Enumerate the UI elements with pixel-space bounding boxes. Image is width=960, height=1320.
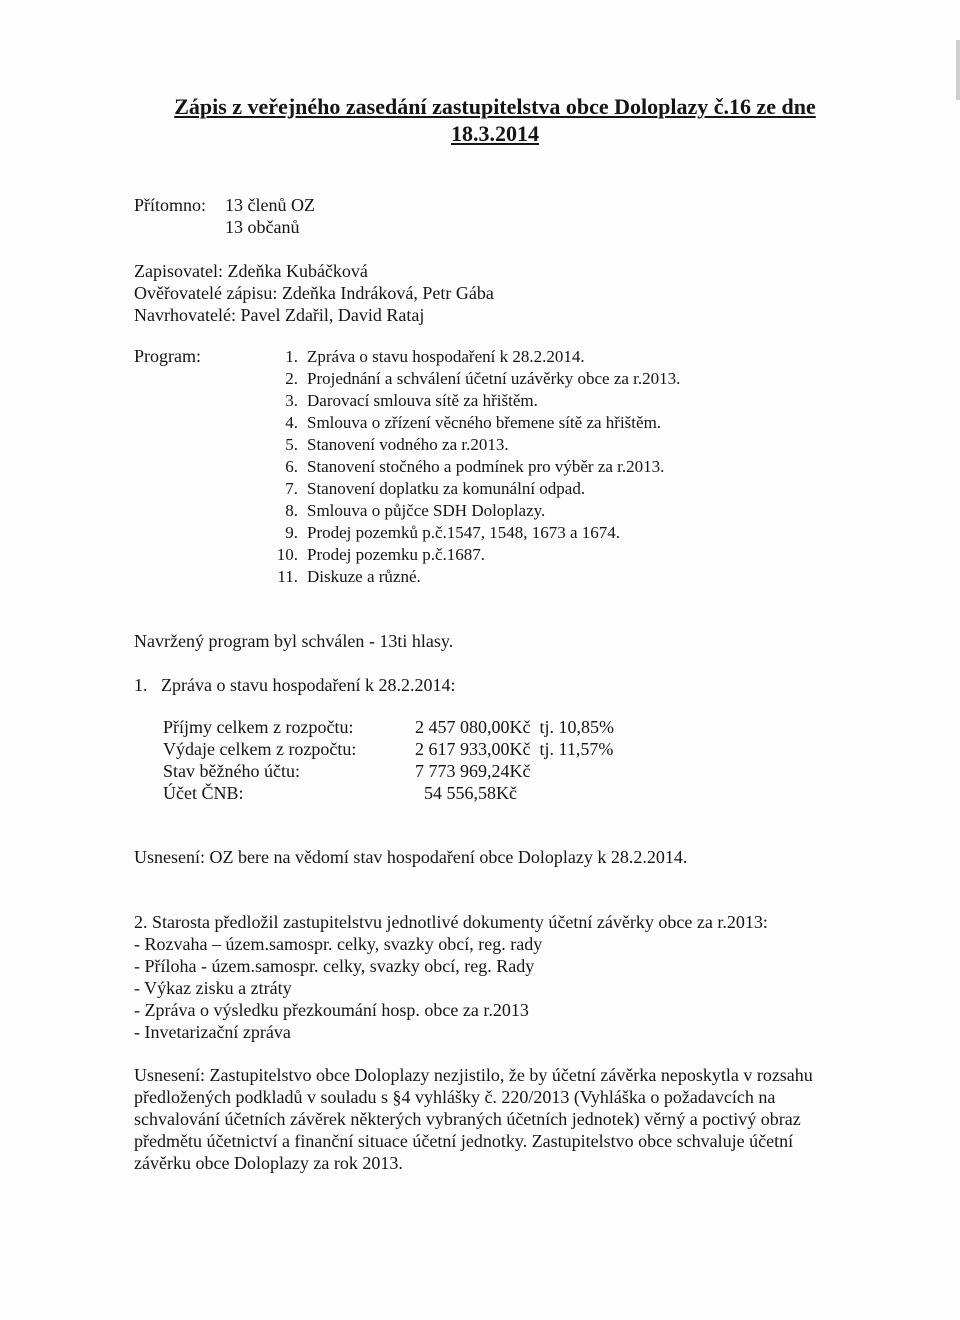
- agenda-number: 3.: [285, 391, 298, 410]
- document-list-item: - Invetarizační zpráva: [134, 1022, 291, 1042]
- agenda-text: Prodej pozemku p.č.1687.: [307, 545, 485, 564]
- agenda-number: 6.: [285, 457, 298, 476]
- agenda-number: 9.: [285, 523, 298, 542]
- agenda-text: Diskuze a různé.: [307, 567, 421, 586]
- agenda-item: [270, 544, 485, 565]
- current-account-value: 7 773 969,24Kč: [415, 761, 531, 781]
- recorder-line: Zapisovatel: Zdeňka Kubáčková: [134, 261, 368, 281]
- income-label: Příjmy celkem z rozpočtu:: [163, 717, 354, 737]
- agenda-number: 10.: [276, 545, 298, 564]
- verifiers-line: Ověřovatelé zápisu: Zdeňka Indráková, Petr Gába: [134, 283, 494, 303]
- proposers-line: Navrhovatelé: Pavel Zdařil, David Rataj: [134, 305, 425, 325]
- document-list-item: - Rozvaha – územ.samospr. celky, svazky obcí, reg. rady: [134, 934, 543, 954]
- agenda-item: [270, 412, 661, 433]
- agenda-number: 2.: [285, 369, 298, 388]
- section2-resolution: Usnesení: Zastupitelstvo obce Doloplazy nezjistilo, že by účetní závěrka neposkytla v rozsahu předložených podkladů v souladu s §4 vyhlášky č. 220/2013 (Vyhláška o požadavcích na schvalování účetních závěrek některých vybraných účetních jednotek) věrný a poctivý obraz předmětu účetnictví a finanční situace účetní jednotky. Zastupitelstvo obce schvaluje účetní závěrku obce Doloplazy za rok 2013.: [134, 1065, 813, 1173]
- agenda-text: Stanovení doplatku za komunální odpad.: [307, 479, 586, 498]
- attendance-label: Přítomno:: [134, 195, 207, 215]
- agenda-text: Smlouva o zřízení věcného břemene sítě za hřištěm.: [307, 413, 662, 432]
- cnb-account-label: Účet ČNB:: [163, 783, 244, 803]
- agenda-number: 11.: [277, 567, 298, 586]
- agenda-item: [270, 478, 585, 499]
- agenda-text: Zpráva o stavu hospodaření k 28.2.2014.: [307, 347, 585, 366]
- agenda-number: 8.: [285, 501, 298, 520]
- agenda-item: [270, 390, 538, 411]
- current-account-label: Stav běžného účtu:: [163, 761, 300, 781]
- agenda-number: 1.: [285, 347, 298, 366]
- agenda-number: 5.: [285, 435, 298, 454]
- document-list-item: - Výkaz zisku a ztráty: [134, 978, 292, 998]
- agenda-item: [270, 368, 680, 389]
- expense-label: Výdaje celkem z rozpočtu:: [163, 739, 357, 759]
- agenda-text: Stanovení vodného za r.2013.: [307, 435, 509, 454]
- cnb-account-value: 54 556,58Kč: [415, 783, 517, 803]
- income-value: 2 457 080,00Kč tj. 10,85%: [415, 717, 614, 737]
- agenda-text: Smlouva o půjčce SDH Doloplazy.: [307, 501, 546, 520]
- agenda-item: [270, 500, 545, 521]
- section1-heading: 1. Zpráva o stavu hospodaření k 28.2.2014:: [134, 675, 456, 695]
- program-label: Program:: [134, 346, 201, 366]
- document-list-item: - Příloha - územ.samospr. celky, svazky obcí, reg. Rady: [134, 956, 535, 976]
- agenda-number: 4.: [285, 413, 298, 432]
- agenda-text: Prodej pozemků p.č.1547, 1548, 1673 a 1674.: [307, 523, 621, 542]
- document-list-item: - Zpráva o výsledku přezkoumání hosp. obce za r.2013: [134, 1000, 529, 1020]
- agenda-text: Projednání a schválení účetní uzávěrky obce za r.2013.: [307, 369, 681, 388]
- section1-resolution: Usnesení: OZ bere na vědomí stav hospodaření obce Doloplazy k 28.2.2014.: [134, 847, 688, 867]
- section2-heading: 2. Starosta předložil zastupitelstvu jednotlivé dokumenty účetní závěrky obce za r.2013:: [134, 912, 768, 932]
- agenda-item: [270, 522, 620, 543]
- program-approval: Navržený program byl schválen - 13ti hlasy.: [134, 631, 454, 651]
- agenda-text: Darovací smlouva sítě za hřištěm.: [307, 391, 538, 410]
- attendance-members: 13 členů OZ: [225, 195, 315, 215]
- agenda-number: 7.: [285, 479, 298, 498]
- agenda-text: Stanovení stočného a podmínek pro výběr za r.2013.: [307, 457, 665, 476]
- attendance-citizens: 13 občanů: [225, 217, 300, 237]
- agenda-item: [270, 456, 664, 477]
- expense-value: 2 617 933,00Kč tj. 11,57%: [415, 739, 614, 759]
- document-title: [150, 93, 840, 147]
- agenda-item: [270, 566, 421, 587]
- title-line-1: Zápis z veřejného zasedání zastupitelstva obce Doloplazy č.16 ze dne: [174, 94, 816, 119]
- agenda-item: [270, 434, 509, 455]
- agenda-item: [270, 346, 585, 367]
- title-line-2: 18.3.2014: [451, 121, 539, 146]
- scan-edge-mark: [956, 40, 960, 100]
